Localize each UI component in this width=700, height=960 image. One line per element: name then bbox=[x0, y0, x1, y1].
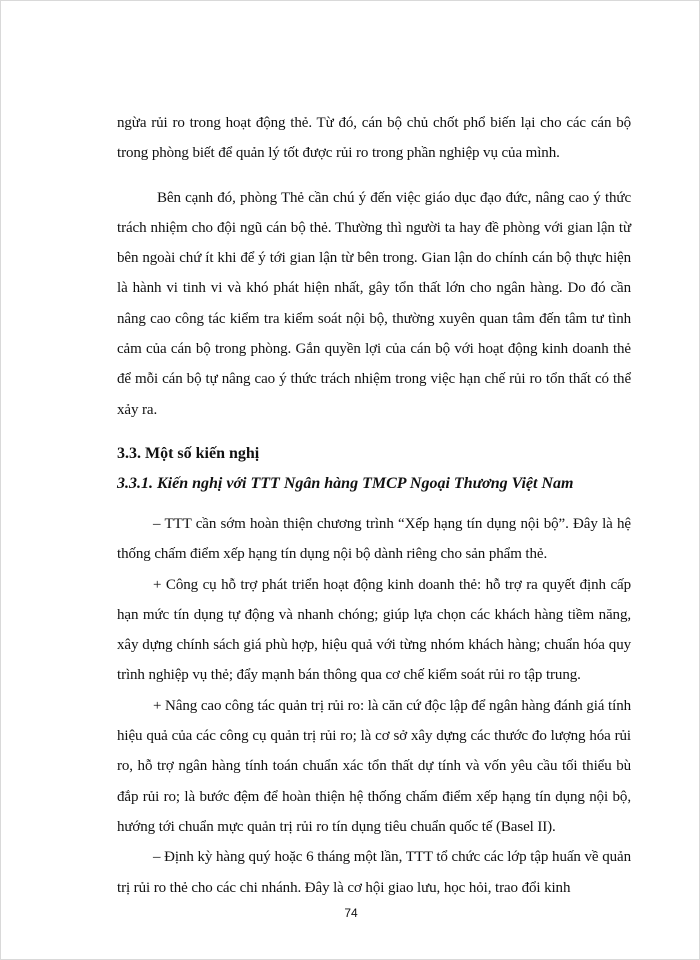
paragraph-ethics: Bên cạnh đó, phòng Thẻ cần chú ý đến việc giáo dục đạo đức, nâng cao ý thức trách nhiệm cho đội ngũ cán bộ thẻ. Thường thì người ta hay đề phòng với gian lận từ bên ngoài chứ ít khi để ý tới gian lận từ bên trong. Gian lận do chính cán bộ thực hiện là hành vi tinh vi và khó phát hiện nhất, gây tổn thất lớn cho ngân hàng. Do đó cần nâng cao công tác kiểm tra kiểm soát nội bộ, thường xuyên quan tâm đến tâm tư tình cảm của cán bộ trong phòng. Gắn quyền lợi của cán bộ với hoạt động kinh doanh thẻ để mỗi cán bộ tự nâng cao ý thức trách nhiệm trong việc hạn chế rủi ro tổn thất có thể xảy ra. bbox=[117, 189, 631, 418]
page-body bbox=[117, 108, 631, 903]
list-item-training: – Định kỳ hàng quý hoặc 6 tháng một lần, TTT tổ chức các lớp tập huấn về quản trị rủi ro thẻ cho các chi nhánh. Đây là cơ hội giao lưu, học hỏi, trao đổi kinh bbox=[117, 849, 631, 896]
subsection-heading: 3.3.1. Kiến nghị với TTT Ngân hàng TMCP Ngoại Thương Việt Nam bbox=[117, 474, 574, 492]
list-item-business-tool: + Công cụ hỗ trợ phát triển hoạt động kinh doanh thẻ: hỗ trợ ra quyết định cấp hạn mức tín dụng tự động và nhanh chóng; giúp lựa chọn các khách hàng tiềm năng, xây dựng chính sách giá phù hợp, hiệu quả với từng nhóm khách hàng; chuẩn hóa quy trình nghiệp vụ thẻ; đẩy mạnh bán thông qua cơ chế kiểm soát rủi ro tập trung. bbox=[117, 576, 631, 684]
paragraph-continuation: ngừa rủi ro trong hoạt động thẻ. Từ đó, cán bộ chủ chốt phổ biến lại cho các cán bộ trong phòng biết để quản lý tốt được rủi ro trong phần nghiệp vụ của mình. bbox=[117, 115, 631, 162]
section-heading: 3.3. Một số kiến nghị bbox=[117, 444, 260, 462]
list-item-credit-rating: – TTT cần sớm hoàn thiện chương trình “Xếp hạng tín dụng nội bộ”. Đây là hệ thống chấm điểm xếp hạng tín dụng nội bộ dành riêng cho sản phẩm thẻ. bbox=[117, 515, 631, 563]
page-number: 74 bbox=[344, 906, 358, 920]
list-item-risk-management: + Nâng cao công tác quản trị rủi ro: là căn cứ độc lập để ngân hàng đánh giá tính hiệu quả của các công cụ quản trị rủi ro; là cơ sở xây dựng các thước đo lượng hóa rủi ro, hỗ trợ ngân hàng tính toán chuẩn xác tổn thất dự tính và vốn yêu cầu tối thiểu bù đắp rủi ro; là bước đệm để hoàn thiện hệ thống chấm điểm xếp hạng tín dụng nội bộ, hướng tới chuẩn mực quản trị rủi ro tín dụng tiêu chuẩn quốc tế (Basel II). bbox=[117, 697, 631, 835]
